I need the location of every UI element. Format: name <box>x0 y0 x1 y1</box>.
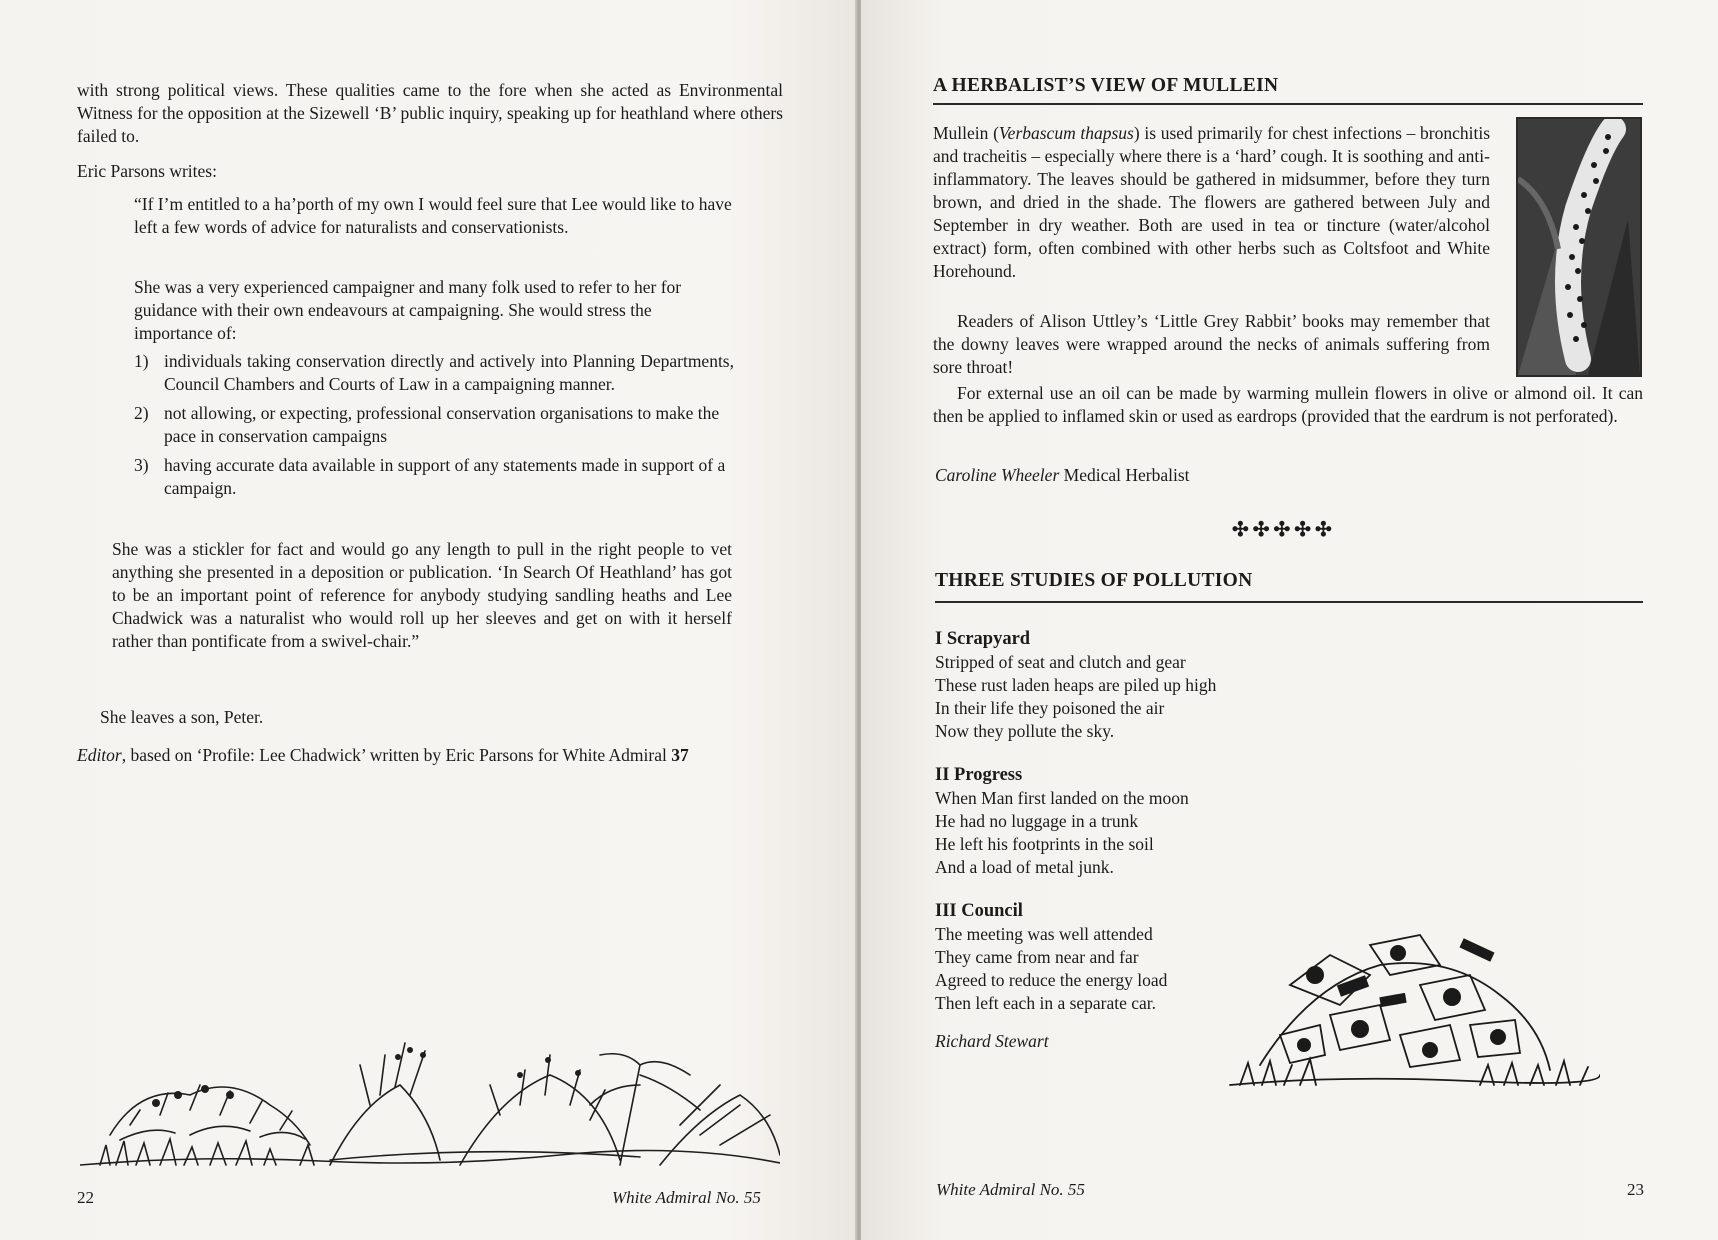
editor-credit <box>77 744 783 767</box>
page-number: 23 <box>1627 1180 1644 1199</box>
poem-progress <box>935 764 1355 879</box>
signature-name: Caroline Wheeler <box>935 465 1060 485</box>
poem-line: He left his footprints in the soil <box>935 834 1154 854</box>
mullein-latin-name: Verbascum thapsus <box>998 123 1134 143</box>
running-footer: White Admiral No. 55 <box>612 1188 761 1207</box>
poem-scrapyard <box>935 628 1355 743</box>
list-text: not allowing, or expecting, professional conservation organisations to make the pace in conservation campaigns <box>164 403 720 446</box>
list-number: 1) <box>134 351 149 371</box>
poem-title: I Scrapyard <box>935 629 1031 649</box>
heading-rule <box>933 103 1643 105</box>
poem-line: These rust laden heaps are piled up high <box>935 675 1217 695</box>
quote-paragraph-3: She was a stickler for fact and would go any length to pull in the right people to vet anything she presented in a deposition or publication. ‘In Search Of Heathland’ has got to be an important point of reference for anybody studying sandling heaths and Lee Chadwick was a naturalist who would roll up her sleeves and get on with it herself rather than pontificate from a swivel-chair.” <box>112 539 732 651</box>
list-number: 3) <box>134 455 149 475</box>
caterpillar-photo <box>1516 117 1642 377</box>
poem-line: When Man first landed on the moon <box>935 788 1189 808</box>
signature-role: Medical Herbalist <box>1059 465 1190 485</box>
poem-line: They came from near and far <box>935 947 1139 967</box>
opening-paragraph: with strong political views. These qualities came to the fore when she acted as Environmental Witness for the opposition at the Sizewell ‘B’ public inquiry, speaking up for heathland where others failed to. <box>77 80 783 146</box>
poem-line: Now they pollute the sky. <box>935 721 1115 741</box>
poem-line: Then left each in a separate car. <box>935 993 1157 1013</box>
eric-parsons-intro: Eric Parsons writes: <box>77 161 217 181</box>
poem-line: In their life they poisoned the air <box>935 698 1165 718</box>
page-number: 22 <box>77 1188 94 1207</box>
scrapyard-sketch-illustration <box>1220 925 1600 1100</box>
caterpillar-image <box>1518 119 1640 375</box>
rabbit-paragraph: Readers of Alison Uttley’s ‘Little Grey Rabbit’ books may remember that the downy leaves were wrapped around the necks of animals suffering from sore throat! <box>933 311 1490 377</box>
advice-list <box>134 350 734 506</box>
poem-author: Richard Stewart <box>935 1031 1049 1051</box>
heathland-sketch-illustration <box>80 1015 780 1175</box>
poem-line: And a load of metal junk. <box>935 857 1114 877</box>
poem-line: Agreed to reduce the energy load <box>935 970 1168 990</box>
poem-title: III Council <box>935 901 1023 921</box>
credit-text: , based on ‘Profile: Lee Chadwick’ written by Eric Parsons for White Admiral <box>121 745 672 765</box>
heading-rule <box>935 601 1643 603</box>
external-use-paragraph: For external use an oil can be made by warming mullein flowers in olive or almond oil. It can then be applied to inflamed skin or used as eardrops (provided that the eardrum is not perforated). <box>933 383 1643 426</box>
list-text: having accurate data available in support of any statements made in support of a campaign. <box>164 455 726 498</box>
herbalist-signature <box>935 464 1190 487</box>
section-separator-stars: ✣✣✣✣✣ <box>1232 519 1336 541</box>
list-item <box>134 350 734 396</box>
poem-line: He had no luggage in a trunk <box>935 811 1139 831</box>
mullein-pre: Mullein ( <box>933 123 999 143</box>
mullein-heading: A HERBALIST’S VIEW OF MULLEIN <box>933 75 1279 96</box>
credit-issue: 37 <box>671 745 689 765</box>
list-number: 2) <box>134 403 149 423</box>
quote-paragraph-1: “If I’m entitled to a ha’porth of my own I would feel sure that Lee would like to have left a few words of advice for naturalists and conservationists. <box>134 194 732 237</box>
left-page <box>0 0 857 1240</box>
list-item <box>134 454 734 500</box>
poem-line: Stripped of seat and clutch and gear <box>935 652 1186 672</box>
list-text: individuals taking conservation directly and actively into Planning Departments, Council Chambers and Courts of Law in a campaigning manner. <box>164 351 734 394</box>
poem-title: II Progress <box>935 765 1023 785</box>
quote-paragraph-2: She was a very experienced campaigner and many folk used to refer to her for guidance with their own endeavours at campaigning. She would stress the importance of: <box>134 277 682 343</box>
mullein-post: ) is used primarily for chest infections – bronchitis and tracheitis – especially where there is a ‘hard’ cough. It is soothing and anti-inflammatory. The leaves should be gathered in midsummer, before they turn brown, and dried in the shade. The flowers are gathered between July and September in dry weather. Both are used in tea or tincture (water/alcohol extract) form, often combined with other herbs such as Coltsfoot and White Horehound. <box>933 123 1491 281</box>
credit-editor: Editor <box>77 745 122 765</box>
son-note: She leaves a son, Peter. <box>100 707 264 727</box>
running-footer: White Admiral No. 55 <box>936 1180 1085 1199</box>
mullein-paragraph <box>933 122 1490 283</box>
list-item <box>134 402 734 448</box>
poem-line: The meeting was well attended <box>935 924 1153 944</box>
pollution-heading: THREE STUDIES OF POLLUTION <box>935 570 1253 591</box>
